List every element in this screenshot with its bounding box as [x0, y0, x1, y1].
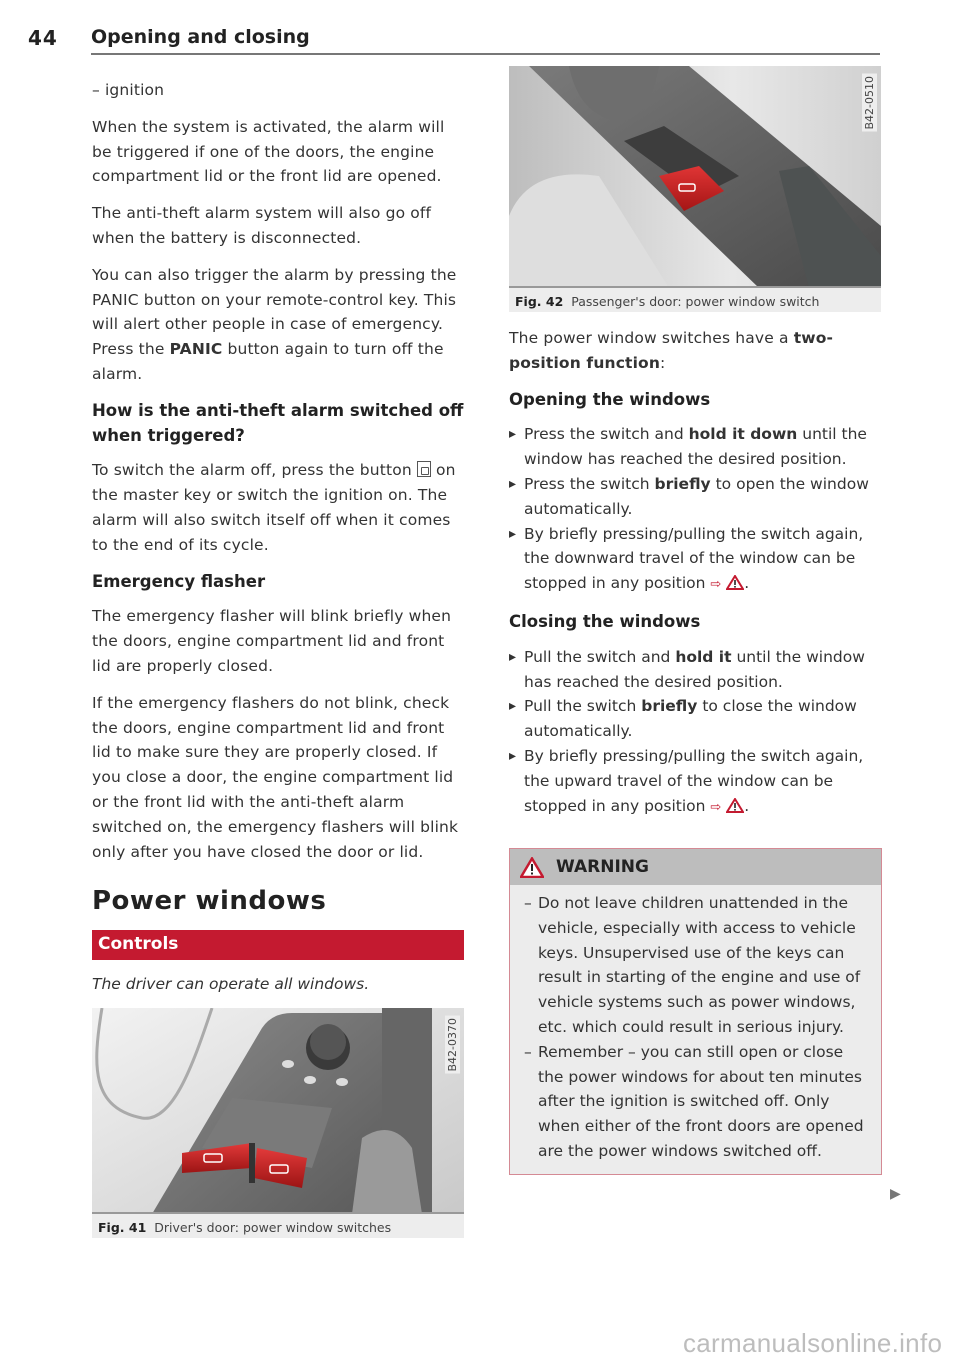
figure-caption: Fig. 41 Driver's door: power window switches — [98, 1220, 392, 1236]
left-column — [92, 78, 464, 1238]
opening-heading: Opening the windows — [509, 389, 711, 409]
battery-paragraph: The anti-theft alarm system will also go off when the battery is disconnected. — [92, 204, 432, 247]
two-position-paragraph: The power window switches have a two-position function: — [509, 329, 834, 372]
panic-paragraph: You can also trigger the alarm by pressing the PANIC button on your remote-control key. This will alert other people in case of emergency. Press the PANIC button again to turn off the alarm. — [92, 265, 457, 383]
warning-title: WARNING — [556, 857, 649, 877]
opening-steps — [509, 422, 881, 598]
section-title: Power windows — [92, 886, 327, 917]
closing-steps — [509, 645, 881, 821]
figure-code: B42-0370 — [446, 1018, 459, 1072]
emergency-flasher-heading: Emergency flasher — [92, 571, 266, 591]
flasher-paragraph-2: If the emergency flashers do not blink, check the doors, engine compartment lid and front lid to make sure they are properly closed. If you close a door, the engine compartment lid or the front lid with the anti-theft alarm switched on, the emergency flashers will blink only after you have closed the door or lid. — [92, 693, 459, 861]
page-number: 44 — [28, 26, 58, 50]
alarm-activated-paragraph: When the system is activated, the alarm will be triggered if one of the doors, the engine compartment lid or the front lid are opened. — [92, 117, 445, 186]
passenger-door-illustration — [509, 66, 881, 288]
opening-step: ▸ Press the switch briefly to open the window automatically. — [509, 472, 881, 522]
switch-off-paragraph: To switch the alarm off, press the button on the master key or switch the ignition on. The alarm will also switch itself off when it comes to the end of its cycle. — [92, 461, 456, 554]
figure-code: B42-0510 — [863, 76, 876, 130]
passenger-door-switch-image — [509, 66, 881, 288]
watermark: carmanualsonline.info — [683, 1328, 943, 1358]
warning-item: – Remember – you can still open or close the power windows for about ten minutes after the ignition is switched off. Only when either of the front doors are opened are the power windows switched off. — [524, 1040, 869, 1164]
header-divider — [91, 53, 880, 55]
reference-arrow-icon[interactable]: ⇨ — [710, 577, 722, 593]
figure-41 — [92, 1008, 464, 1238]
switch-off-heading: How is the anti-theft alarm switched off when triggered? — [92, 400, 464, 445]
controls-bar: Controls — [92, 930, 464, 960]
warning-header — [510, 849, 881, 885]
ignition-item: – ignition — [92, 81, 165, 99]
intro-text: The driver can operate all windows. — [92, 975, 370, 994]
reference-arrow-icon[interactable]: ⇨ — [710, 799, 722, 815]
opening-step: ▸ Press the switch and hold it down until the window has reached the desired position. — [509, 422, 881, 472]
chapter-title: Opening and closing — [91, 26, 310, 48]
closing-step: ▸ By briefly pressing/pulling the switch again, the upward travel of the window can be stopped in any position ⇨ . — [509, 744, 881, 820]
figure-42 — [509, 66, 881, 312]
flasher-paragraph-1: The emergency flasher will blink briefly when the doors, engine compartment lid and front lid are properly closed. — [92, 607, 452, 675]
warning-triangle-icon[interactable] — [726, 575, 744, 590]
warning-item: – Do not leave children unattended in the vehicle, especially with access to vehicle keys. Unsupervised use of the keys can result in starting of the engine and use of vehicle systems such as power windows, etc. which could result in serious injury. — [524, 891, 869, 1040]
unlock-key-icon — [417, 461, 431, 477]
closing-step: ▸ Pull the switch briefly to close the window automatically. — [509, 694, 881, 744]
warning-box — [509, 848, 882, 1175]
opening-step: ▸ By briefly pressing/pulling the switch again, the downward travel of the window can be stopped in any position ⇨ . — [509, 522, 881, 598]
driver-door-switch-image — [92, 1008, 464, 1214]
right-column — [509, 66, 881, 832]
warning-triangle-icon[interactable] — [726, 798, 744, 813]
figure-caption: Fig. 42 Passenger's door: power window switch — [515, 294, 820, 309]
warning-triangle-icon — [520, 857, 544, 878]
continue-arrow-icon: ▶ — [890, 1186, 901, 1202]
warning-list — [510, 885, 881, 1174]
closing-step: ▸ Pull the switch and hold it until the window has reached the desired position. — [509, 645, 881, 695]
closing-heading: Closing the windows — [509, 611, 701, 631]
driver-door-illustration — [92, 1008, 464, 1214]
